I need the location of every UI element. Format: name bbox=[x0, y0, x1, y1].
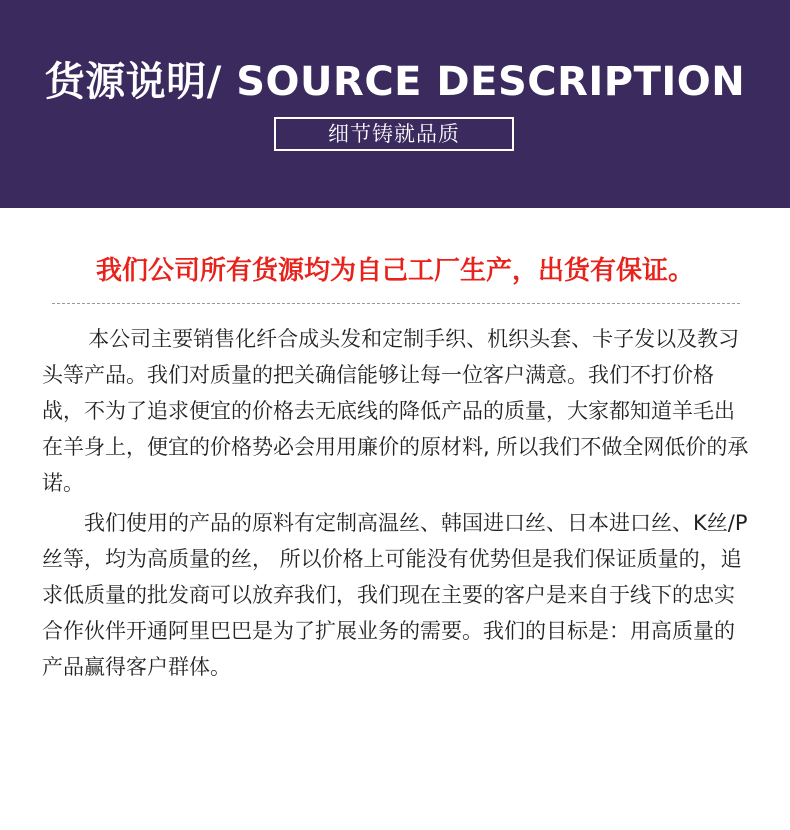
header-banner bbox=[0, 0, 790, 208]
paragraph-2: 我们使用的产品的原料有定制高温丝、韩国进口丝、日本进口丝、K丝/P丝等，均为高质量的丝， 所以价格上可能没有优势但是我们保证质量的，追求低质量的批发商可以放弃我们，我们现在主要的客户是来自于线下的忠实合作伙伴开通阿里巴巴是为了扩展业务的需要。我们的目标是：用高质量的产品赢得客户群体。 bbox=[42, 511, 748, 679]
dashed-divider bbox=[52, 303, 740, 304]
headline-statement: 我们公司所有货源均为自己工厂生产，出货有保证。 bbox=[95, 256, 694, 286]
paragraph-1: 本公司主要销售化纤合成头发和定制手织、机织头套、卡子发以及教习头等产品。我们对质量的把关确信能够让每一位客户满意。我们不打价格战，不为了追求便宜的价格去无底线的降低产品的质量，大家都知道羊毛出在羊身上，便宜的价格势必会用用廉价的原材料, 所以我们不做全网低价的承诺。 bbox=[42, 327, 749, 495]
banner-title: 货源说明/ SOURCE DESCRIPTION bbox=[44, 59, 746, 105]
banner-subtitle-box: 细节铸就品质 bbox=[274, 117, 514, 151]
description-body bbox=[42, 321, 754, 689]
